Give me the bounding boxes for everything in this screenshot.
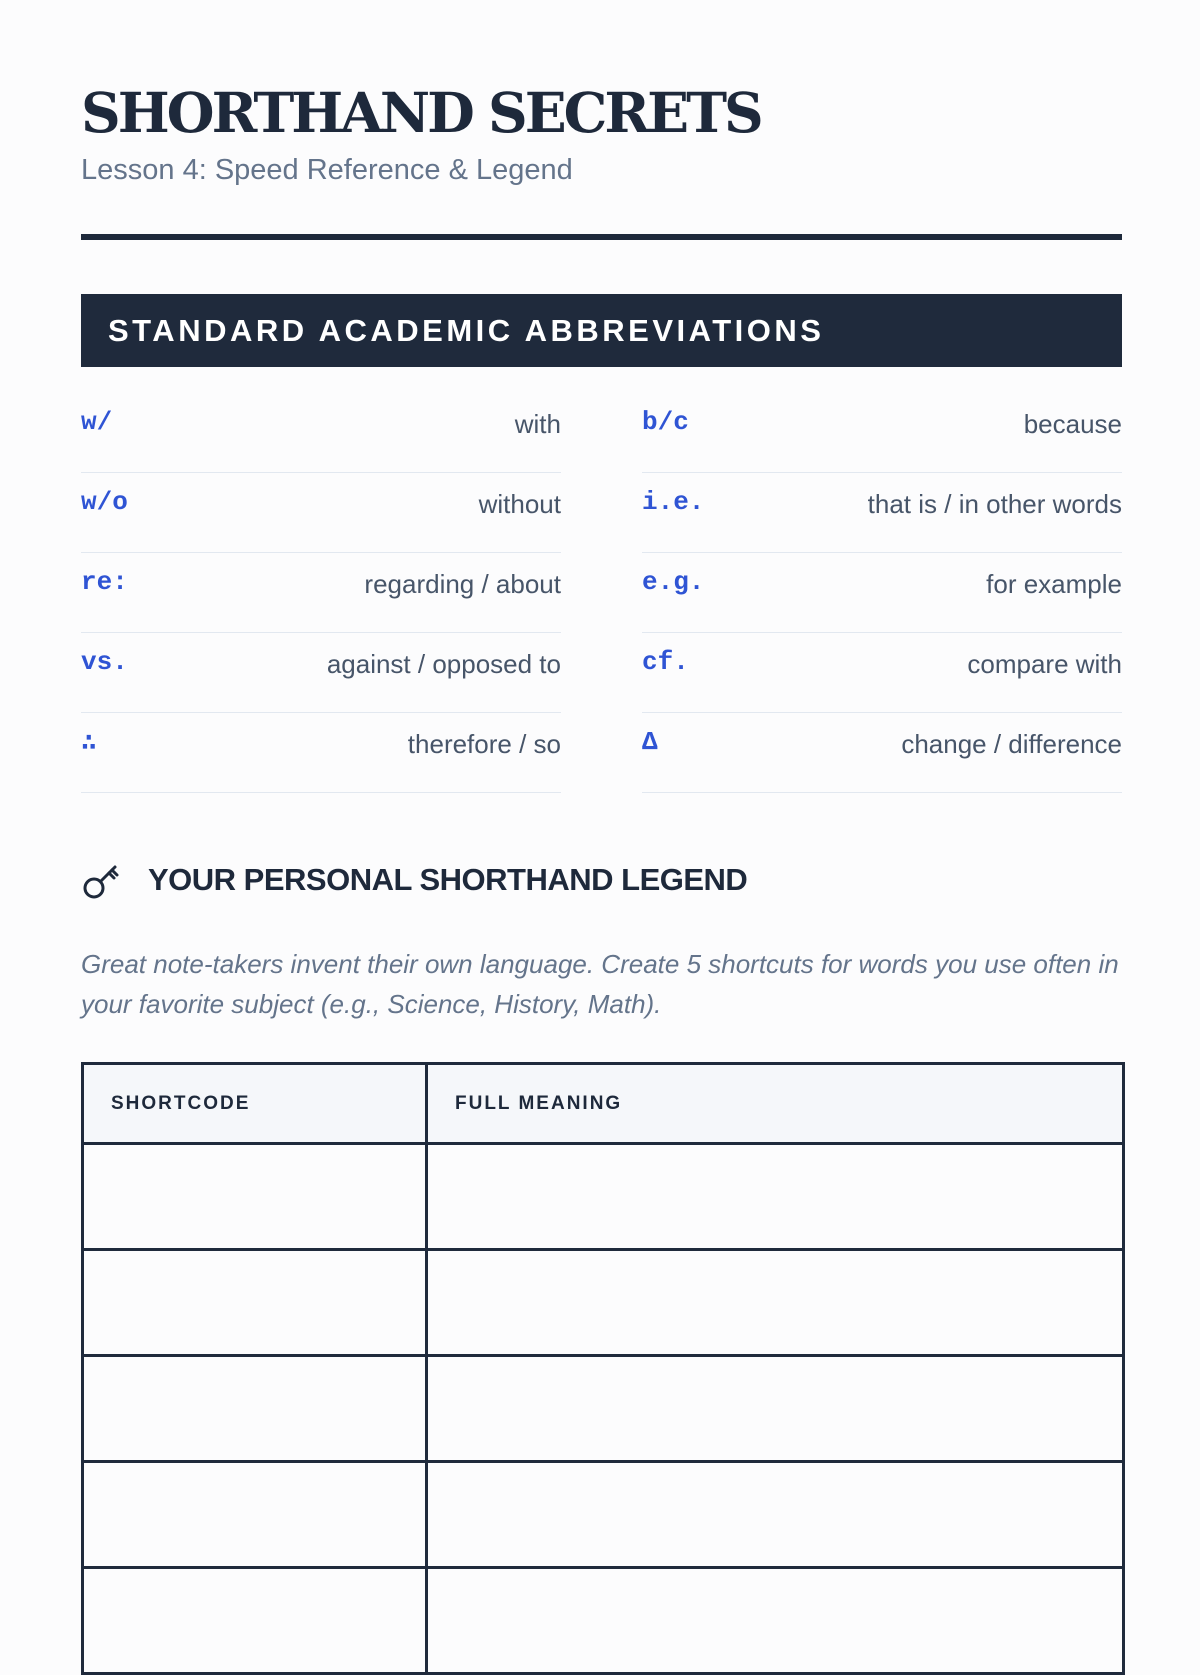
shortcode-cell[interactable] <box>83 1568 427 1674</box>
abbreviation-row <box>81 393 561 473</box>
abbreviation-code: w/o <box>81 487 128 517</box>
abbreviation-code: Δ <box>642 727 658 757</box>
abbreviation-code: w/ <box>81 407 113 437</box>
personal-legend-table <box>81 1062 1125 1675</box>
legend-instructions: Great note-takers invent their own language. Create 5 shortcuts for words you use often in your favorite subject (e.g., Science, History, Math). <box>81 949 1119 1019</box>
legend-heading: YOUR PERSONAL SHORTHAND LEGEND <box>148 862 748 897</box>
abbreviation-code: vs. <box>81 647 128 677</box>
column-header-shortcode: SHORTCODE <box>83 1064 427 1144</box>
abbreviation-row <box>81 633 561 713</box>
abbreviation-meaning: because <box>1023 409 1122 439</box>
abbreviation-meaning: that is / in other words <box>867 489 1122 519</box>
abbreviation-row <box>642 393 1122 473</box>
abbreviation-meaning: with <box>514 409 561 439</box>
abbreviation-code: ∴ <box>81 728 97 758</box>
meaning-cell[interactable] <box>427 1356 1124 1462</box>
shortcode-cell[interactable] <box>83 1144 427 1250</box>
abbreviations-right-column <box>642 393 1122 793</box>
abbreviation-meaning: against / opposed to <box>326 649 561 679</box>
worksheet-page <box>81 0 1122 1600</box>
meaning-cell[interactable] <box>427 1568 1124 1674</box>
table-row <box>83 1462 1124 1568</box>
abbreviation-meaning: without <box>478 489 561 519</box>
page-title: SHORTHAND SECRETS <box>81 80 761 145</box>
abbreviation-code: cf. <box>642 647 689 677</box>
abbreviation-row <box>81 553 561 633</box>
table-row <box>83 1568 1124 1674</box>
table-row <box>83 1250 1124 1356</box>
abbreviations-left-column <box>81 393 561 793</box>
abbreviation-code: b/c <box>642 407 689 437</box>
abbreviation-meaning: change / difference <box>901 729 1122 759</box>
legend-header <box>81 858 1122 902</box>
abbreviation-code: re: <box>81 567 128 597</box>
abbreviation-row <box>642 473 1122 553</box>
table-row <box>83 1356 1124 1462</box>
abbreviations-heading: STANDARD ACADEMIC ABBREVIATIONS <box>108 313 825 348</box>
header-divider <box>81 234 1122 240</box>
abbreviation-row <box>81 713 561 793</box>
abbreviation-meaning: regarding / about <box>364 569 561 599</box>
shortcode-cell[interactable] <box>83 1250 427 1356</box>
abbreviation-row <box>642 553 1122 633</box>
meaning-cell[interactable] <box>427 1250 1124 1356</box>
page-subtitle: Lesson 4: Speed Reference & Legend <box>81 154 573 186</box>
shortcode-cell[interactable] <box>83 1356 427 1462</box>
abbreviation-meaning: compare with <box>967 649 1122 679</box>
key-icon <box>81 861 121 901</box>
meaning-cell[interactable] <box>427 1462 1124 1568</box>
table-row <box>83 1144 1124 1250</box>
legend-table-header <box>83 1064 1124 1144</box>
abbreviation-meaning: therefore / so <box>407 729 561 759</box>
abbreviation-code: i.e. <box>642 487 705 517</box>
column-header-meaning: FULL MEANING <box>427 1064 1124 1144</box>
meaning-cell[interactable] <box>427 1144 1124 1250</box>
abbreviation-row <box>642 713 1122 793</box>
shortcode-cell[interactable] <box>83 1462 427 1568</box>
abbreviation-meaning: for example <box>986 569 1122 599</box>
abbreviation-row <box>642 633 1122 713</box>
abbreviation-row <box>81 473 561 553</box>
abbreviation-code: e.g. <box>642 567 705 597</box>
abbreviations-banner <box>81 294 1122 367</box>
